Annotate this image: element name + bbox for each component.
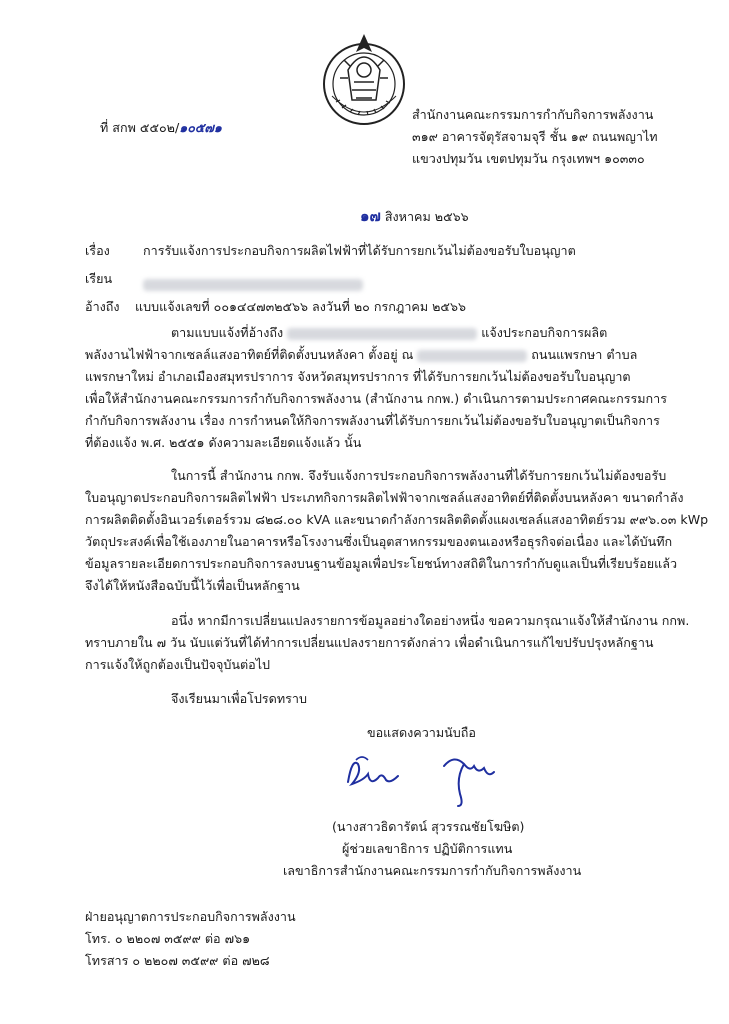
p1-line-2-end: ถนนแพรกษา ตำบล bbox=[531, 347, 638, 362]
closing-sentence: จึงเรียนมาเพื่อโปรดทราบ bbox=[171, 691, 307, 706]
subject-label: เรื่อง bbox=[85, 243, 110, 258]
salutation-label: เรียน bbox=[85, 271, 113, 286]
signature-1-icon bbox=[338, 752, 408, 798]
p1-line-2-start: พลังงานไฟฟ้าจากเซลล์แสงอาทิตย์ที่ติดตั้งบนหลังคา ตั้งอยู่ ณ bbox=[85, 347, 414, 362]
p2-line-4: วัตถุประสงค์เพื่อใช้เองภายในอาคารหรือโรงงานซึ่งเป็นอุตสาหกรรมของตนเองหรือธุรกิจต่อเนื่อง และได้บันทึก bbox=[85, 534, 673, 549]
redacted-address bbox=[417, 350, 527, 362]
org-address-line-2: แขวงปทุมวัน เขตปทุมวัน กรุงเทพฯ ๑๐๓๓๐ bbox=[412, 151, 645, 166]
signature-2-icon bbox=[430, 748, 500, 810]
ref-prefix: ที่ สกพ ๕๕๐๒/ bbox=[100, 120, 180, 135]
salutation-redacted bbox=[143, 274, 363, 293]
p1-line-1 bbox=[171, 322, 607, 344]
p3-line-2: ทราบภายใน ๗ วัน นับแต่วันที่ได้ทำการเปลี่ยนแปลงรายการดังกล่าว เพื่อดำเนินการแก้ไขปรับปรุงหลักฐาน bbox=[85, 635, 654, 650]
p3-line-1: อนึ่ง หากมีการเปลี่ยนแปลงรายการข้อมูลอย่างใดอย่างหนึ่ง ขอความกรุณาแจ้งให้สำนักงาน กกพ. bbox=[171, 613, 690, 628]
p2-line-5: ข้อมูลรายละเอียดการประกอบกิจการลงบนฐานข้อมูลเพื่อประโยชน์ทางสถิติในการกำกับดูแลเป็นที่เรียบร้อยแล้ว bbox=[85, 556, 678, 571]
date-month-year: สิงหาคม ๒๕๖๖ bbox=[384, 209, 469, 224]
p1-line-3: แพรกษาใหม่ อำเภอเมืองสมุทรปราการ จังหวัดสมุทรปราการ ที่ได้รับการยกเว้นไม่ต้องขอรับใบอนุญาต bbox=[85, 369, 631, 384]
signatory-position-1: ผู้ช่วยเลขาธิการ ปฏิบัติการแทน bbox=[342, 841, 513, 856]
p1-line-1-start: ตามแบบแจ้งที่อ้างถึง bbox=[171, 325, 284, 340]
redacted-company bbox=[287, 328, 477, 340]
footer-fax: โทรสาร ๐ ๒๒๐๗ ๓๕๙๙ ต่อ ๗๒๘ bbox=[85, 953, 270, 968]
date-day-handwritten: ๑๗ bbox=[360, 207, 381, 225]
reference-text: แบบแจ้งเลขที่ ๐๐๑๔๔๗๓๒๕๖๖ ลงวันที่ ๒๐ กรกฎาคม ๒๕๖๖ bbox=[135, 299, 466, 314]
p1-line-1-end: แจ้งประกอบกิจการผลิต bbox=[481, 325, 608, 340]
footer-department: ฝ่ายอนุญาตการประกอบกิจการพลังงาน bbox=[85, 909, 296, 924]
subject-text: การรับแจ้งการประกอบกิจการผลิตไฟฟ้าที่ได้รับการยกเว้นไม่ต้องขอรับใบอนุญาต bbox=[143, 243, 576, 258]
signatory-position-2: เลขาธิการสำนักงานคณะกรรมการกำกับกิจการพลังงาน bbox=[283, 863, 582, 878]
org-name: สำนักงานคณะกรรมการกำกับกิจการพลังงาน bbox=[412, 107, 654, 122]
p2-line-6: จึงได้ให้หนังสือฉบับนี้ไว้เพื่อเป็นหลักฐาน bbox=[85, 578, 300, 593]
org-address-line-1: ๓๑๙ อาคารจัตุรัสจามจุรี ชั้น ๑๙ ถนนพญาไท bbox=[412, 129, 658, 144]
p2-line-3: การผลิตติดตั้งอินเวอร์เตอร์รวม ๘๒๘.๐๐ kVA และขนาดกำลังการผลิตติดตั้งแผงเซลล์แสงอาทิตย์รวม ๙๙๖.๐๓ kWp bbox=[85, 512, 709, 527]
p2-line-1: ในการนี้ สำนักงาน กกพ. จึงรับแจ้งการประกอบกิจการพลังงานที่ได้รับการยกเว้นไม่ต้องขอรับ bbox=[171, 468, 667, 483]
footer-phone: โทร. ๐ ๒๒๐๗ ๓๕๙๙ ต่อ ๗๖๑ bbox=[85, 931, 251, 946]
ref-number-handwritten: ๑๐๕๗๑ bbox=[179, 120, 222, 135]
p1-line-6: ที่ต้องแจ้ง พ.ศ. ๒๕๕๑ ดังความละเอียดแจ้งแล้ว นั้น bbox=[85, 435, 362, 450]
letter-date bbox=[360, 205, 469, 228]
signatory-name: (นางสาวธิดารัตน์ สุวรรณชัยโฆษิต) bbox=[332, 819, 525, 834]
reference-number bbox=[100, 117, 222, 139]
p1-line-4: เพื่อให้สำนักงานคณะกรรมการกำกับกิจการพลังงาน (สำนักงาน กกพ.) ดำเนินการตามประกาศคณะกรรมการ bbox=[85, 391, 668, 406]
erc-emblem-icon bbox=[318, 30, 410, 130]
p1-line-5: กำกับกิจการพลังงาน เรื่อง การกำหนดให้กิจการพลังงานที่ได้รับการยกเว้นไม่ต้องขอรับใบอนุญาตเป็นกิจการ bbox=[85, 413, 660, 428]
reference-label: อ้างถึง bbox=[85, 299, 120, 314]
p1-line-2 bbox=[85, 344, 637, 366]
p2-line-2: ใบอนุญาตประกอบกิจการผลิตไฟฟ้า ประเภทกิจการผลิตไฟฟ้าจากเซลล์แสงอาทิตย์ที่ติดตั้งบนหลังคา ขนาดกำลัง bbox=[85, 490, 684, 505]
regards-text: ขอแสดงความนับถือ bbox=[367, 725, 476, 740]
p3-line-3: การแจ้งให้ถูกต้องเป็นปัจจุบันต่อไป bbox=[85, 657, 271, 672]
